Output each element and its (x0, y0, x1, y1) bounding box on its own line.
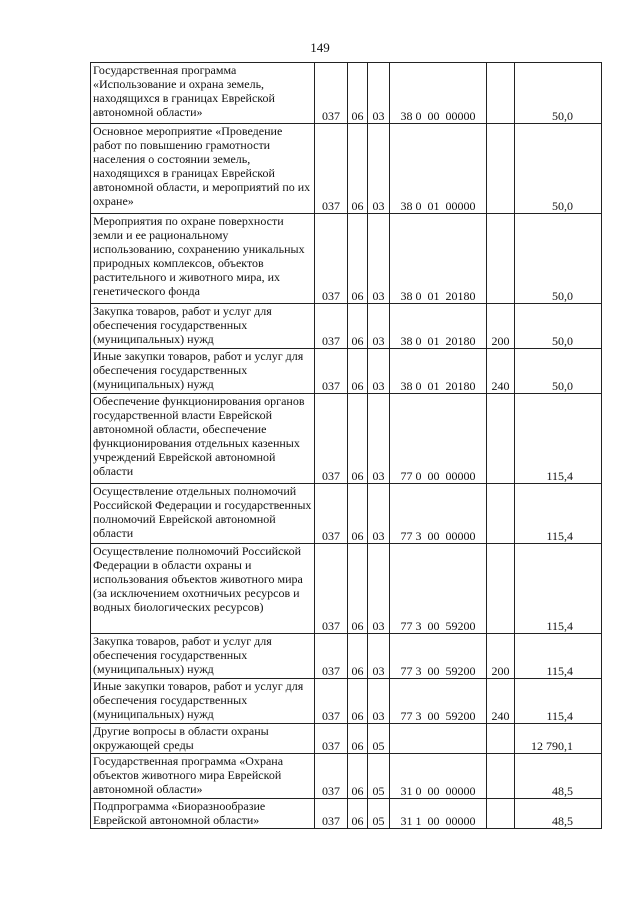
row-name: Иные закупки товаров, работ и услуг для обеспечения государственных (муниципальных) нужд (91, 349, 315, 394)
target-article-code: 38 0 01 20180 (390, 214, 487, 304)
section-code: 06 (348, 724, 368, 754)
row-name: Иные закупки товаров, работ и услуг для обеспечения государственных (муниципальных) нужд (91, 679, 315, 724)
expense-type-code: 200 (487, 634, 515, 679)
row-name: Обеспечение функционирования органов государственной власти Еврейской автономной области, обеспечение функционирования отдельных казенных учреждений Еврейской автономной области (91, 394, 315, 484)
subsection-code: 05 (368, 724, 390, 754)
expense-type-code (487, 63, 515, 124)
subsection-code: 03 (368, 63, 390, 124)
subsection-code: 03 (368, 634, 390, 679)
table-row (91, 394, 602, 484)
target-article-code: 38 0 01 00000 (390, 124, 487, 214)
row-name: Мероприятия по охране поверхности земли и ее рациональному использованию, сохранению уникальных природных комплексов, объектов растительного и животного мира, их генетического фонда (91, 214, 315, 304)
subsection-code: 03 (368, 124, 390, 214)
expense-type-code: 200 (487, 304, 515, 349)
amount: 50,0 (515, 214, 602, 304)
grbs-code: 037 (315, 63, 348, 124)
grbs-code: 037 (315, 634, 348, 679)
target-article-code: 31 1 00 00000 (390, 799, 487, 829)
expense-type-code: 240 (487, 679, 515, 724)
grbs-code: 037 (315, 484, 348, 544)
table-row (91, 214, 602, 304)
table-row (91, 724, 602, 754)
section-code: 06 (348, 214, 368, 304)
section-code: 06 (348, 544, 368, 634)
section-code: 06 (348, 634, 368, 679)
subsection-code: 03 (368, 214, 390, 304)
grbs-code: 037 (315, 394, 348, 484)
expense-type-code (487, 214, 515, 304)
subsection-code: 05 (368, 799, 390, 829)
grbs-code: 037 (315, 124, 348, 214)
subsection-code: 03 (368, 304, 390, 349)
row-name: Государственная программа «Охрана объектов животного мира Еврейской автономной области» (91, 754, 315, 799)
page-number: 149 (310, 40, 330, 55)
table-row (91, 679, 602, 724)
table-row (91, 634, 602, 679)
table-row (91, 304, 602, 349)
amount: 115,4 (515, 544, 602, 634)
section-code: 06 (348, 679, 368, 724)
amount: 50,0 (515, 124, 602, 214)
subsection-code: 03 (368, 394, 390, 484)
section-code: 06 (348, 304, 368, 349)
section-code: 06 (348, 394, 368, 484)
target-article-code: 77 3 00 59200 (390, 544, 487, 634)
expense-type-code (487, 124, 515, 214)
amount: 48,5 (515, 754, 602, 799)
row-name: Осуществление отдельных полномочий Российской Федерации и государственных полномочий Еврейской автономной области (91, 484, 315, 544)
amount: 115,4 (515, 679, 602, 724)
target-article-code: 77 3 00 00000 (390, 484, 487, 544)
expense-type-code (487, 394, 515, 484)
grbs-code: 037 (315, 679, 348, 724)
table-row (91, 484, 602, 544)
section-code: 06 (348, 63, 368, 124)
grbs-code: 037 (315, 214, 348, 304)
target-article-code: 77 0 00 00000 (390, 394, 487, 484)
section-code: 06 (348, 349, 368, 394)
subsection-code: 03 (368, 679, 390, 724)
row-name: Подпрограмма «Биоразнообразие Еврейской автономной области» (91, 799, 315, 829)
amount: 115,4 (515, 394, 602, 484)
target-article-code: 31 0 00 00000 (390, 754, 487, 799)
target-article-code: 77 3 00 59200 (390, 679, 487, 724)
budget-table (90, 62, 602, 829)
subsection-code: 03 (368, 544, 390, 634)
expense-type-code (487, 799, 515, 829)
subsection-code: 03 (368, 349, 390, 394)
grbs-code: 037 (315, 724, 348, 754)
amount: 50,0 (515, 304, 602, 349)
amount: 50,0 (515, 349, 602, 394)
table-row (91, 63, 602, 124)
grbs-code: 037 (315, 754, 348, 799)
row-name: Закупка товаров, работ и услуг для обеспечения государственных (муниципальных) нужд (91, 304, 315, 349)
section-code: 06 (348, 754, 368, 799)
expense-type-code (487, 544, 515, 634)
subsection-code: 05 (368, 754, 390, 799)
amount: 115,4 (515, 484, 602, 544)
section-code: 06 (348, 799, 368, 829)
table-row (91, 349, 602, 394)
expense-type-code (487, 484, 515, 544)
amount: 48,5 (515, 799, 602, 829)
target-article-code (390, 724, 487, 754)
table-row (91, 799, 602, 829)
grbs-code: 037 (315, 349, 348, 394)
row-name: Государственная программа «Использование и охрана земель, находящихся в границах Еврейской автономной области» (91, 63, 315, 124)
expense-type-code (487, 754, 515, 799)
target-article-code: 38 0 01 20180 (390, 349, 487, 394)
amount: 50,0 (515, 63, 602, 124)
amount: 12 790,1 (515, 724, 602, 754)
section-code: 06 (348, 484, 368, 544)
row-name: Другие вопросы в области охраны окружающей среды (91, 724, 315, 754)
expense-type-code: 240 (487, 349, 515, 394)
table-row (91, 124, 602, 214)
row-name: Осуществление полномочий Российской Федерации в области охраны и использования объектов животного мира (за исключением охотничьих ресурсов и водных биологических ресурсов) (91, 544, 315, 634)
grbs-code: 037 (315, 799, 348, 829)
target-article-code: 38 0 01 20180 (390, 304, 487, 349)
expense-type-code (487, 724, 515, 754)
target-article-code: 38 0 00 00000 (390, 63, 487, 124)
section-code: 06 (348, 124, 368, 214)
row-name: Основное мероприятие «Проведение работ по повышению грамотности населения о состоянии земель, находящихся в границах Еврейской автономной области, и мероприятий по их охране» (91, 124, 315, 214)
subsection-code: 03 (368, 484, 390, 544)
target-article-code: 77 3 00 59200 (390, 634, 487, 679)
grbs-code: 037 (315, 304, 348, 349)
amount: 115,4 (515, 634, 602, 679)
table-row (91, 544, 602, 634)
row-name: Закупка товаров, работ и услуг для обеспечения государственных (муниципальных) нужд (91, 634, 315, 679)
table-row (91, 754, 602, 799)
grbs-code: 037 (315, 544, 348, 634)
